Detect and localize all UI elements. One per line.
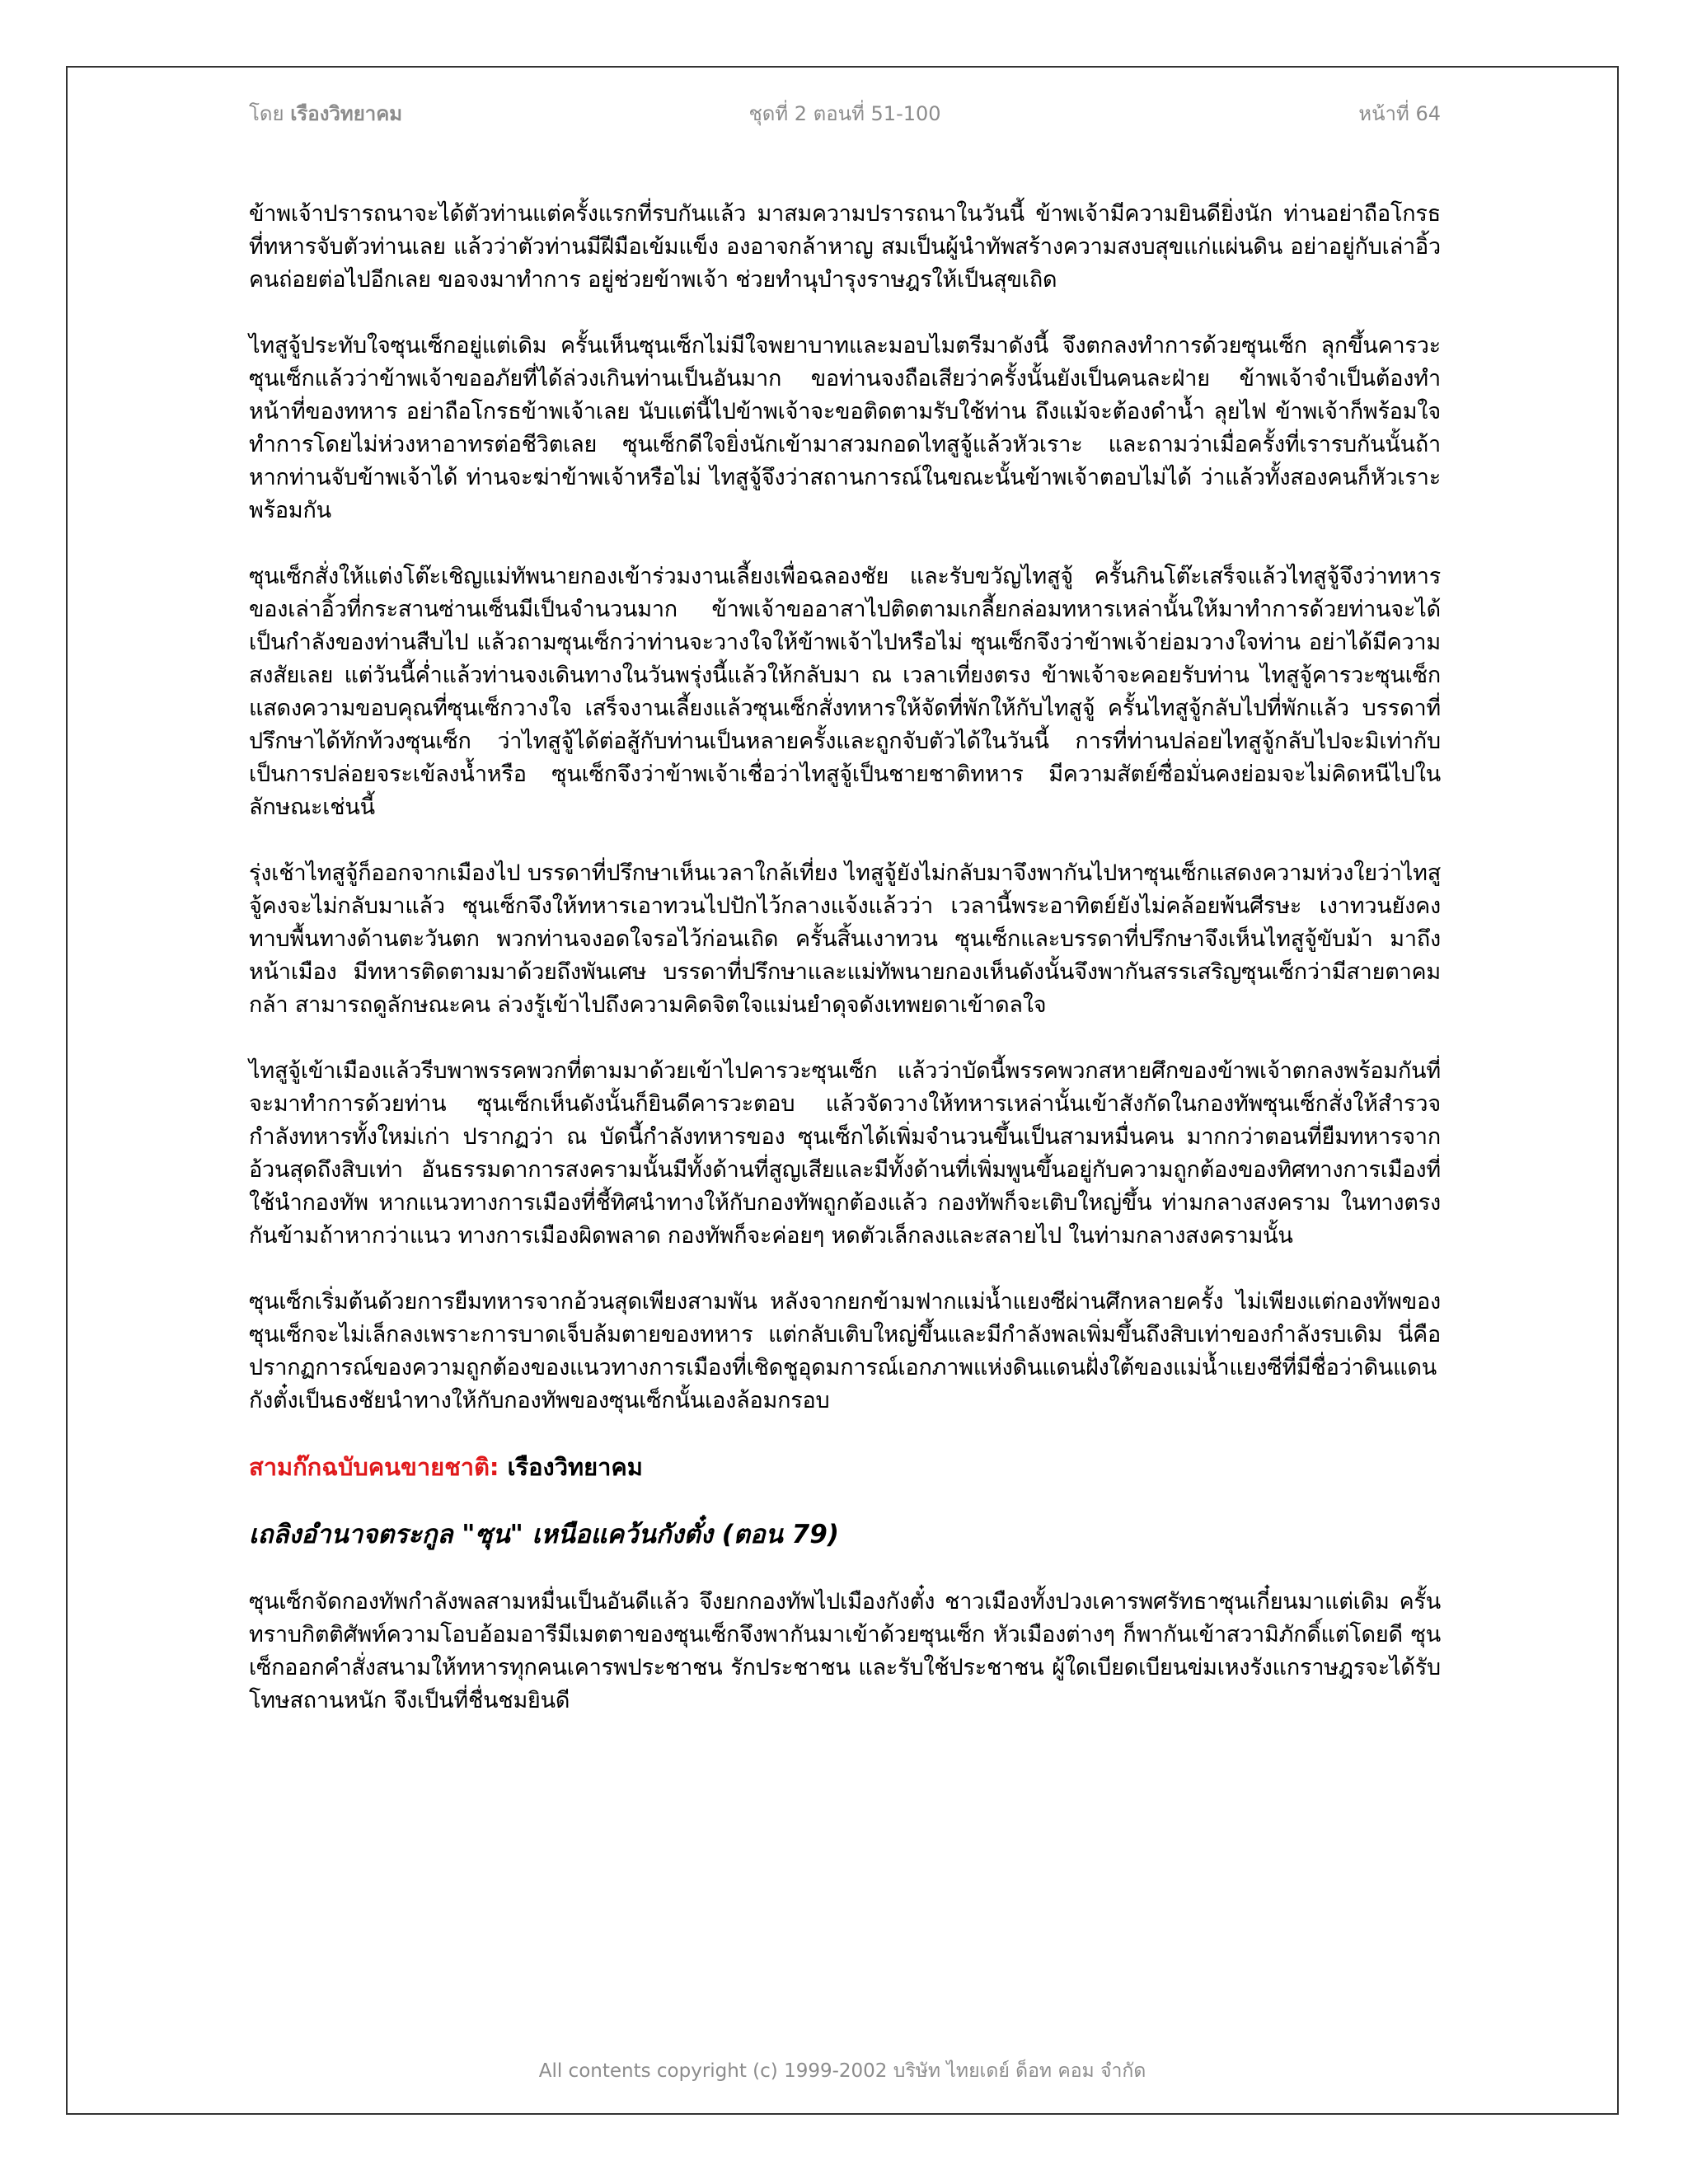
paragraph-final: ซุนเซ็กจัดกองทัพกำลังพลสามหมื่นเป็นอันดีแล้ว จึงยกกองทัพไปเมืองกังตั๋ง ชาวเมืองทั้งปวงเคารพศรัทธาซุนเกี๋ยนมาแต่เดิม ครั้นทราบกิตติศัพท์ความโอบอ้อมอารีมีเมตตาของซุนเซ็กจึงพากันมาเข้าด้วยซุนเซ็ก หัวเมืองต่างๆ ก็พากันเข้าสวามิภักดิ์แต่โดยดี ซุนเซ็กออกคำสั่งสนามให้ทหารทุกคนเคารพประชาชน รักประชาชน และรับใช้ประชาชน ผู้ใดเบียดเบียนข่มเหงรังแกราษฎรจะได้รับโทษสถานหนัก จึงเป็นที่ชื่นชมยินดี (249, 1589, 1441, 1713)
series-title-author: เรืองวิทยาคม (507, 1453, 643, 1481)
document-body (249, 198, 1441, 1750)
series-title-name: สามก๊กฉบับคนขายชาติ: (249, 1453, 499, 1481)
paragraph-4: รุ่งเช้าไทสูจู้ก็ออกจากเมืองไป บรรดาที่ปรึกษาเห็นเวลาใกล้เที่ยง ไทสูจู้ยังไม่กลับมาจึงพากันไปหาซุนเซ็กแสดงความห่วงใยว่าไทสูจู้คงจะไม่กลับมาแล้ว ซุนเซ็กจึงให้ทหารเอาทวนไปปักไว้กลางแจ้งแล้วว่า เวลานี้พระอาทิตย์ยังไม่คล้อยพ้นศีรษะ เงาทวนยังคงทาบพื้นทางด้านตะวันตก พวกท่านจงอดใจรอไว้ก่อนเถิด ครั้นสิ้นเงาทวน ซุนเซ็กและบรรดาที่ปรึกษาจึงเห็นไทสูจู้ขับม้า มาถึงหน้าเมือง มีทหารติดตามมาด้วยถึงพันเศษ บรรดาที่ปรึกษาและแม่ทัพนายกองเห็นดังนั้นจึงพากันสรรเสริญซุนเซ็กว่ามีสายตาคมกล้า สามารถดูลักษณะคน ล่วงรู้เข้าไปถึงความคิดจิตใจแม่นยำดุจดังเทพยดาเข้าดลใจ (249, 860, 1441, 1018)
header-by-label: โดย (249, 102, 284, 125)
series-title (249, 1451, 1441, 1483)
header-series-info: ชุดที่ 2 ตอนที่ 51-100 (748, 102, 941, 125)
copyright-footer: All contents copyright (c) 1999-2002 บริษัท ไทยเดย์ ด็อท คอม จำกัด (538, 2060, 1146, 2082)
paragraph-1: ข้าพเจ้าปรารถนาจะได้ตัวท่านแต่ครั้งแรกที่รบกันแล้ว มาสมความปรารถนาในวันนี้ ข้าพเจ้ามีความยินดียิ่งนัก ท่านอย่าถือโกรธที่ทหารจับตัวท่านเลย แล้วว่าตัวท่านมีฝีมือเข้มแข็ง องอาจกล้าหาญ สมเป็นผู้นำทัพสร้างความสงบสุขแก่แผ่นดิน อย่าอยู่กับเล่าอิ้วคนถ่อยต่อไปอีกเลย ขอจงมาทำการ อยู่ช่วยข้าพเจ้า ช่วยทำนุบำรุงราษฎรให้เป็นสุขเถิด (249, 201, 1441, 293)
paragraph-2: ไทสูจู้ประทับใจซุนเซ็กอยู่แต่เดิม ครั้นเห็นซุนเซ็กไม่มีใจพยาบาทและมอบไมตรีมาดังนี้ จึงตกลงทำการด้วยซุนเซ็ก ลุกขึ้นคารวะซุนเซ็กแล้วว่าข้าพเจ้าขออภัยที่ได้ล่วงเกินท่านเป็นอันมาก ขอท่านจงถือเสียว่าครั้งนั้นยังเป็นคนละฝ่าย ข้าพเจ้าจำเป็นต้องทำหน้าที่ของทหาร อย่าถือโกรธข้าพเจ้าเลย นับแต่นี้ไปข้าพเจ้าจะขอติดตามรับใช้ท่าน ถึงแม้จะต้องดำน้ำ ลุยไฟ ข้าพเจ้าก็พร้อมใจทำการโดยไม่ห่วงหาอาทรต่อชีวิตเลย ซุนเซ็กดีใจยิ่งนักเข้ามาสวมกอดไทสูจู้แล้วหัวเราะ และถามว่าเมื่อครั้งที่เรารบกันนั้นถ้าหากท่านจับข้าพเจ้าได้ ท่านจะฆ่าข้าพเจ้าหรือไม่ ไทสูจู้จึงว่าสถานการณ์ในขณะนั้นข้าพเจ้าตอบไม่ได้ ว่าแล้วทั้งสองคนก็หัวเราะพร้อมกัน (249, 333, 1441, 523)
page-header (249, 97, 1441, 130)
paragraph-3: ซุนเซ็กสั่งให้แต่งโต๊ะเชิญแม่ทัพนายกองเข้าร่วมงานเลี้ยงเพื่อฉลองชัย และรับขวัญไทสูจู้ ครั้นกินโต๊ะเสร็จแล้วไทสูจู้จึงว่าทหารของเล่าอิ้วที่กระสานซ่านเซ็นมีเป็นจำนวนมาก ข้าพเจ้าขออาสาไปติดตามเกลี้ยกล่อมทหารเหล่านั้นให้มาทำการด้วยท่านจะได้เป็นกำลังของท่านสืบไป แล้วถามซุนเซ็กว่าท่านจะวางใจให้ข้าพเจ้าไปหรือไม่ ซุนเซ็กจึงว่าข้าพเจ้าย่อมวางใจท่าน อย่าได้มีความสงสัยเลย แต่วันนี้ค่ำแล้วท่านจงเดินทางในวันพรุ่งนี้แล้วให้กลับมา ณ เวลาเที่ยงตรง ข้าพเจ้าจะคอยรับท่าน ไทสูจู้คารวะซุนเซ็กแสดงความขอบคุณที่ซุนเซ็กวางใจ เสร็จงานเลี้ยงแล้วซุนเซ็กสั่งทหารให้จัดที่พักให้กับไทสูจู้ ครั้นไทสูจู้กลับไปที่พักแล้ว บรรดาที่ปรึกษาได้ทักท้วงซุนเซ็ก ว่าไทสูจู้ได้ต่อสู้กับท่านเป็นหลายครั้งและถูกจับตัวได้ในวันนี้ การที่ท่านปล่อยไทสูจู้กลับไปจะมิเท่ากับเป็นการปล่อยจระเข้ลงน้ำหรือ ซุนเซ็กจึงว่าข้าพเจ้าเชื่อว่าไทสูจู้เป็นชายชาติทหาร มีความสัตย์ซื่อมั่นคงย่อมจะไม่คิดหนีไปในลักษณะเช่นนี้ (249, 564, 1441, 820)
paragraph-5: ไทสูจู้เข้าเมืองแล้วรีบพาพรรคพวกที่ตามมาด้วยเข้าไปคารวะซุนเซ็ก แล้วว่าบัดนี้พรรคพวกสหายศึกของข้าพเจ้าตกลงพร้อมกันที่จะมาทำการด้วยท่าน ซุนเซ็กเห็นดังนั้นก็ยินดีคารวะตอบ แล้วจัดวางให้ทหารเหล่านั้นเข้าสังกัดในกองทัพซุนเซ็กสั่งให้สำรวจกำลังทหารทั้งใหม่เก่า ปรากฏว่า ณ บัดนี้กำลังทหารของ ซุนเซ็กได้เพิ่มจำนวนขึ้นเป็นสามหมื่นคน มากกว่าตอนที่ยืมทหารจากอ้วนสุดถึงสิบเท่า อันธรรมดาการสงครามนั้นมีทั้งด้านที่สูญเสียและมีทั้งด้านที่เพิ่มพูนขึ้นอยู่กับความถูกต้องของทิศทางการเมืองที่ใช้นำกองทัพ หากแนวทางการเมืองที่ชี้ทิศนำทางให้กับกองทัพถูกต้องแล้ว กองทัพก็จะเติบใหญ่ขึ้น ท่ามกลางสงคราม ในทางตรงกันข้ามถ้าหากว่าแนว ทางการเมืองผิดพลาด กองทัพก็จะค่อยๆ หดตัวเล็กลงและสลายไป ในท่ามกลางสงครามนั้น (249, 1058, 1441, 1249)
episode-title: เถลิงอำนาจตระกูล "ซุน" เหนือแคว้นกังตั๋ง (ตอน 79) (249, 1520, 839, 1549)
paragraph-6: ซุนเซ็กเริ่มต้นด้วยการยืมทหารจากอ้วนสุดเพียงสามพัน หลังจากยกข้ามฟากแม่น้ำแยงซีผ่านศึกหลายครั้ง ไม่เพียงแต่กองทัพของซุนเซ็กจะไม่เล็กลงเพราะการบาดเจ็บล้มตายของทหาร แต่กลับเติบใหญ่ขึ้นและมีกำลังพลเพิ่มขึ้นถึงสิบเท่าของกำลังรบเดิม นี่คือปรากฏการณ์ของความถูกต้องของแนวทางการเมืองที่เชิดชูอุดมการณ์เอกภาพแห่งดินแดนฝั่งใต้ของแม่น้ำแยงซีที่มีชื่อว่าดินแดน กังตั๋งเป็นธงชัยนำทางให้กับกองทัพของซุนเซ็กนั้นเองล้อมกรอบ (249, 1289, 1441, 1413)
header-author: เรืองวิทยาคม (290, 102, 403, 125)
header-page-number: หน้าที่ 64 (1358, 102, 1441, 125)
